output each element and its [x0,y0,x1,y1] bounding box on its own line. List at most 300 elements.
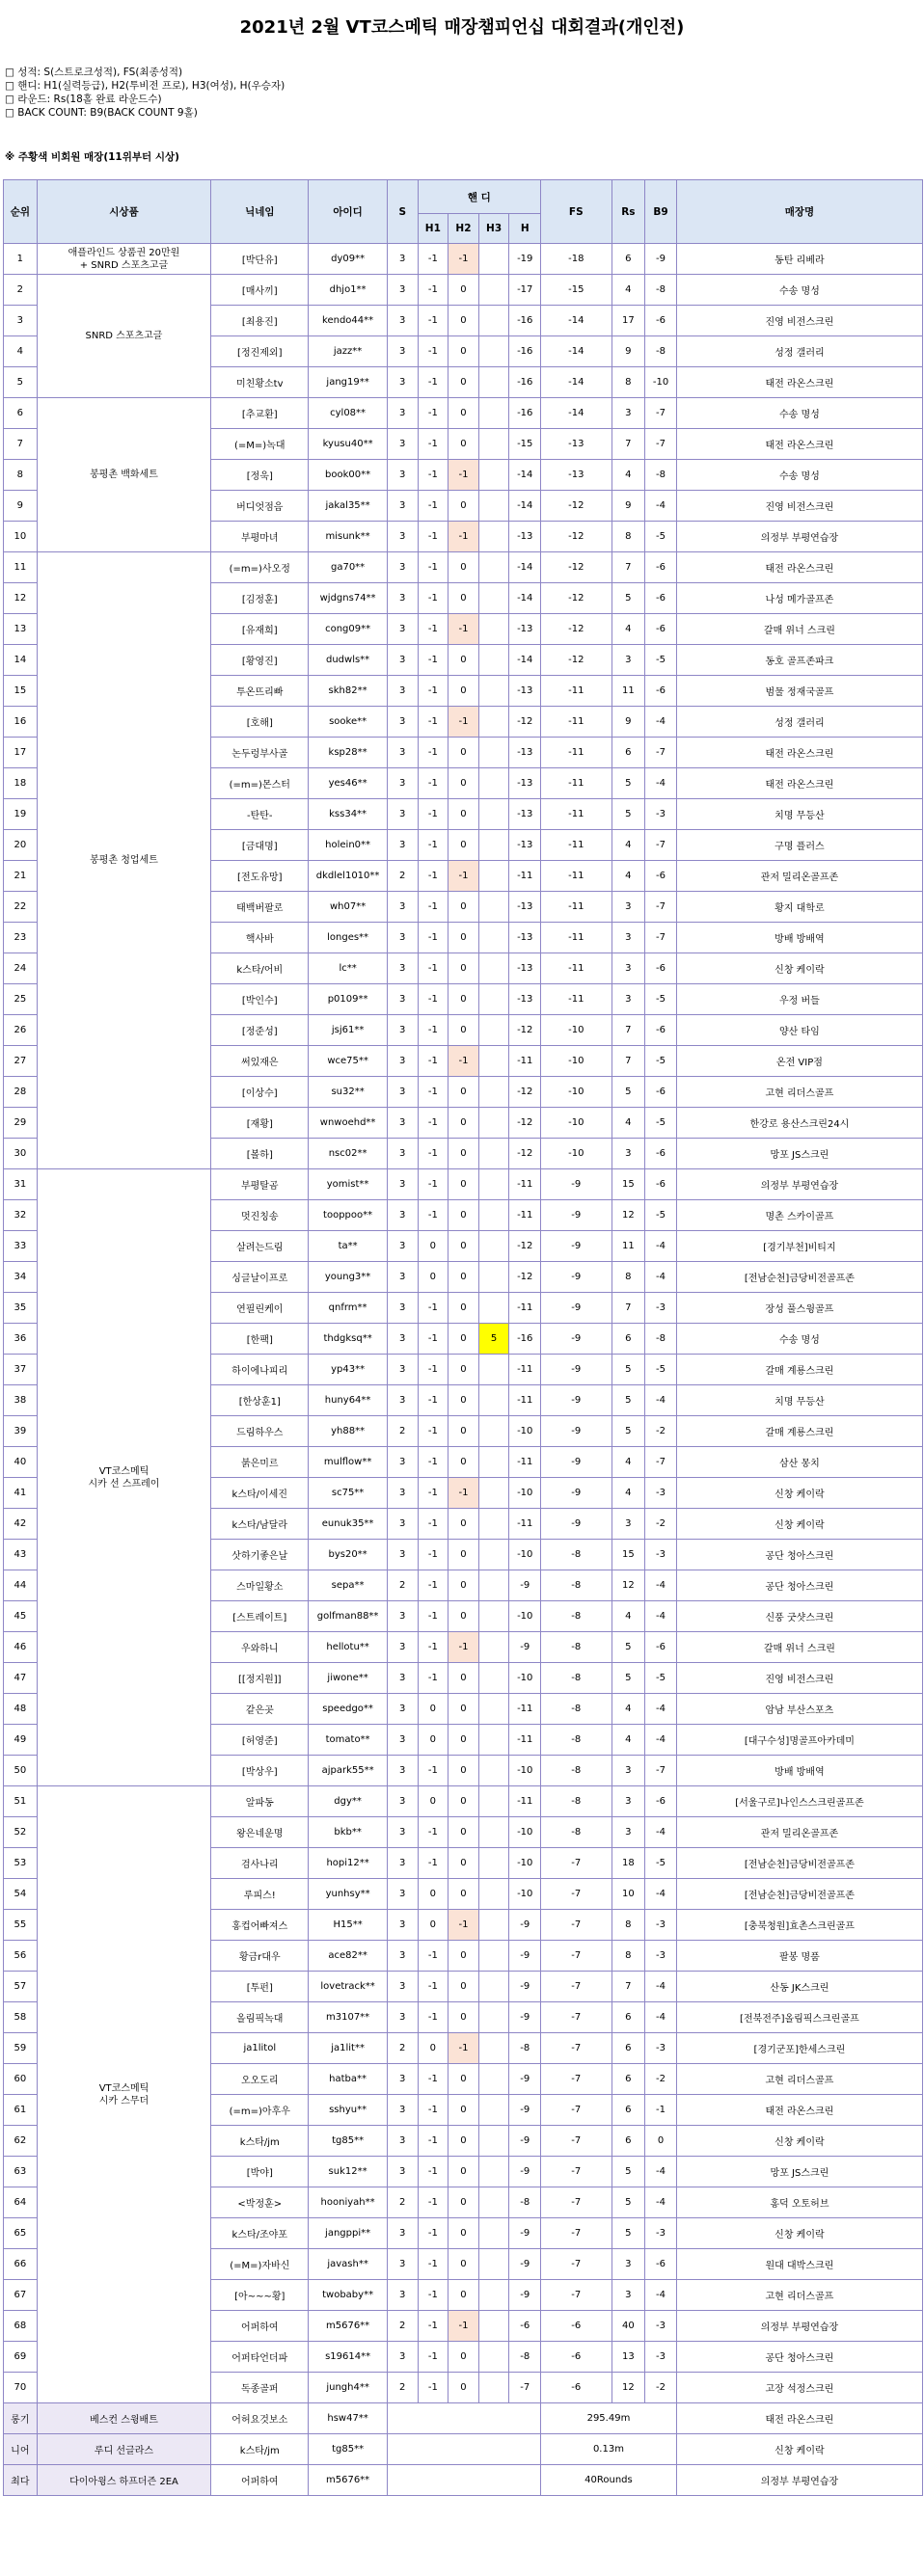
rank-cell: 43 [4,1540,38,1570]
rs-cell: 6 [611,2002,645,2033]
store-cell: 동호 골프존파크 [676,645,922,676]
rs-cell: 4 [611,275,645,306]
fs-cell: -12 [541,645,611,676]
rank-cell: 5 [4,367,38,398]
rs-cell: 11 [611,1231,645,1262]
id-cell: hatba** [309,2064,388,2095]
rs-cell: 5 [611,1385,645,1416]
h-cell: -11 [509,1694,541,1725]
h-cell: -12 [509,1077,541,1108]
rs-cell: 10 [611,1879,645,1910]
s-cell: 3 [387,1169,418,1200]
s-cell: 3 [387,2218,418,2249]
rs-cell: 4 [611,1108,645,1139]
s-cell: 3 [387,1046,418,1077]
store-cell: 공단 청아스크린 [676,1570,922,1601]
h-cell: -11 [509,1169,541,1200]
fs-cell: -14 [541,306,611,336]
store-cell: 의정부 부평연습장 [676,2311,922,2342]
rs-cell: 7 [611,1015,645,1046]
store-cell: 공단 청아스크린 [676,1540,922,1570]
s-cell: 3 [387,460,418,491]
rank-cell: 67 [4,2280,38,2311]
h3-cell [478,306,509,336]
h1-cell: -1 [418,306,448,336]
h-cell: -10 [509,1540,541,1570]
h1-cell: -1 [418,1015,448,1046]
h-cell: -19 [509,244,541,275]
h-cell: -10 [509,1879,541,1910]
nickname-cell: k스타/조야포 [211,2218,309,2249]
store-cell: 성정 갤러리 [676,336,922,367]
header-h3: H3 [478,214,509,244]
b9-cell: -4 [645,2280,677,2311]
h1-cell: 0 [418,1879,448,1910]
h-cell: -11 [509,1355,541,1385]
nickname-cell: 삿하기좋은날 [211,1540,309,1570]
rs-cell: 12 [611,1570,645,1601]
b9-cell: -8 [645,460,677,491]
h1-cell: -1 [418,2157,448,2187]
s-cell: 3 [387,1601,418,1632]
store-cell: 신창 케이락 [676,953,922,984]
s-cell: 3 [387,768,418,799]
rs-cell: 4 [611,1725,645,1756]
h3-cell [478,1416,509,1447]
special-award-row [4,2434,923,2465]
nickname-cell: [정진제외] [211,336,309,367]
nickname-cell: 홍컵어빠져스 [211,1910,309,1941]
b9-cell: -4 [645,1972,677,2002]
h3-cell [478,799,509,830]
nickname-cell: ja1litol [211,2033,309,2064]
nickname-cell: [정준성] [211,1015,309,1046]
nickname-cell: [호해] [211,707,309,738]
store-cell: 고현 리더스골프 [676,1077,922,1108]
h2-cell: -1 [448,244,479,275]
rank-cell: 61 [4,2095,38,2126]
h3-cell [478,1756,509,1786]
id-cell: sc75** [309,1478,388,1509]
rs-cell: 3 [611,953,645,984]
s-cell: 2 [387,2033,418,2064]
rs-cell: 5 [611,1355,645,1385]
h-cell: -9 [509,2249,541,2280]
id-cell: yomist** [309,1169,388,1200]
b9-cell: -3 [645,1910,677,1941]
fs-cell: -11 [541,707,611,738]
id-cell: twobaby** [309,2280,388,2311]
nickname-cell: 살려는드림 [211,1231,309,1262]
h3-cell [478,830,509,861]
h1-cell: -1 [418,1570,448,1601]
rank-cell: 66 [4,2249,38,2280]
id-cell: jang19** [309,367,388,398]
fs-cell: -10 [541,1046,611,1077]
rs-cell: 40 [611,2311,645,2342]
rs-cell: 6 [611,2126,645,2157]
h2-cell: 0 [448,830,479,861]
rs-cell: 4 [611,1447,645,1478]
fs-cell: -11 [541,738,611,768]
s-cell: 3 [387,522,418,552]
h1-cell: -1 [418,2342,448,2373]
id-cell: hopi12** [309,1848,388,1879]
nickname-cell: k스타/어비 [211,953,309,984]
store-cell: 진영 비전스크린 [676,1663,922,1694]
h3-cell [478,1725,509,1756]
b9-cell: -7 [645,892,677,923]
b9-cell: -6 [645,2249,677,2280]
id-cell: longes** [309,923,388,953]
store-cell: 고현 리더스골프 [676,2064,922,2095]
h2-cell: 0 [448,1941,479,1972]
nickname-cell: [추교환] [211,398,309,429]
nickname-cell: [한팩] [211,1324,309,1355]
h3-cell [478,923,509,953]
h3-cell [478,2033,509,2064]
rs-cell: 7 [611,1046,645,1077]
fs-cell: -7 [541,2187,611,2218]
rs-cell: 4 [611,460,645,491]
h1-cell: 0 [418,1725,448,1756]
award-nickname-cell: k스타/jm [211,2434,309,2465]
h3-cell [478,614,509,645]
fs-cell: -10 [541,1015,611,1046]
id-cell: lovetrack** [309,1972,388,2002]
store-cell: [대구수성]명골프아카데미 [676,1725,922,1756]
h-cell: -6 [509,2311,541,2342]
s-cell: 3 [387,552,418,583]
rs-cell: 8 [611,1941,645,1972]
h1-cell: -1 [418,1972,448,2002]
b9-cell: -6 [645,861,677,892]
h2-cell: -1 [448,707,479,738]
h-cell: -10 [509,1848,541,1879]
b9-cell: -2 [645,2373,677,2403]
id-cell: m3107** [309,2002,388,2033]
h3-cell [478,2187,509,2218]
h-cell: -12 [509,1262,541,1293]
nickname-cell: 우와하니 [211,1632,309,1663]
id-cell: jiwone** [309,1663,388,1694]
rs-cell: 4 [611,1601,645,1632]
rank-cell: 46 [4,1632,38,1663]
rs-cell: 7 [611,1972,645,2002]
notes-block [5,66,285,120]
h2-cell: 0 [448,2064,479,2095]
h3-cell [478,2218,509,2249]
nickname-cell: [금대명] [211,830,309,861]
rank-cell: 58 [4,2002,38,2033]
h1-cell: 0 [418,1910,448,1941]
h3-cell [478,244,509,275]
s-cell: 3 [387,1509,418,1540]
h-cell: -9 [509,2002,541,2033]
h-cell: -8 [509,2342,541,2373]
rs-cell: 8 [611,1910,645,1941]
rs-cell: 5 [611,1416,645,1447]
award-label-cell: 최다 [4,2465,38,2496]
b9-cell: -10 [645,367,677,398]
nickname-cell: 어퍼하여 [211,2311,309,2342]
h2-cell: 0 [448,1293,479,1324]
rs-cell: 5 [611,583,645,614]
h-cell: -13 [509,892,541,923]
store-cell: 범물 정재국골프 [676,676,922,707]
rank-cell: 64 [4,2187,38,2218]
h-cell: -12 [509,707,541,738]
rank-cell: 48 [4,1694,38,1725]
id-cell: dudwls** [309,645,388,676]
store-cell: 구명 플러스 [676,830,922,861]
id-cell: jangppi** [309,2218,388,2249]
rank-cell: 27 [4,1046,38,1077]
rank-cell: 62 [4,2126,38,2157]
b9-cell: -5 [645,522,677,552]
special-award-row [4,2465,923,2496]
b9-cell: -8 [645,275,677,306]
h2-cell: 0 [448,336,479,367]
h2-cell: 0 [448,953,479,984]
rs-cell: 9 [611,336,645,367]
note-line: □ 라운드: Rs(18홀 완료 라운드수) [5,94,162,105]
note-nonmember: ※ 주황색 비회원 매장(11위부터 시상) [5,151,179,163]
h-cell: -16 [509,306,541,336]
h2-cell: 0 [448,2002,479,2033]
store-cell: 관저 밀리온골프존 [676,861,922,892]
rs-cell: 4 [611,861,645,892]
h1-cell: 0 [418,1262,448,1293]
h2-cell: 0 [448,1663,479,1694]
s-cell: 3 [387,1786,418,1817]
fs-cell: -7 [541,2002,611,2033]
id-cell: kendo44** [309,306,388,336]
h2-cell: -1 [448,2033,479,2064]
b9-cell: -7 [645,830,677,861]
rs-cell: 4 [611,1478,645,1509]
h1-cell: -1 [418,1478,448,1509]
id-cell: kyusu40** [309,429,388,460]
fs-cell: -7 [541,2033,611,2064]
id-cell: p0109** [309,984,388,1015]
h1-cell: -1 [418,1509,448,1540]
h3-cell [478,1200,509,1231]
h1-cell: -1 [418,923,448,953]
b9-cell: -6 [645,583,677,614]
note-line: □ 핸디: H1(실력등급), H2(투비전 프로), H3(여성), H(우승자) [5,80,285,92]
award-id-cell: hsw47** [309,2403,388,2434]
prize-cell: 애플라인드 상품권 20만원 + SNRD 스포츠고글 [37,244,211,275]
h3-cell [478,1108,509,1139]
fs-cell: -9 [541,1293,611,1324]
id-cell: mulflow** [309,1447,388,1478]
nickname-cell: (=m=)아후우 [211,2095,309,2126]
h1-cell: -1 [418,583,448,614]
h3-cell [478,398,509,429]
b9-cell: -2 [645,2064,677,2095]
award-store-cell: 신창 케이락 [676,2434,922,2465]
store-cell: [전남순천]금당비전골프존 [676,1848,922,1879]
s-cell: 3 [387,2280,418,2311]
id-cell: tg85** [309,2126,388,2157]
fs-cell: -10 [541,1139,611,1169]
rs-cell: 5 [611,799,645,830]
nickname-cell: [박인수] [211,984,309,1015]
h2-cell: 0 [448,2126,479,2157]
h-cell: -13 [509,768,541,799]
nickname-cell: [이상수] [211,1077,309,1108]
h3-cell [478,275,509,306]
h3-cell [478,1540,509,1570]
h-cell: -9 [509,2064,541,2095]
header-rank: 순위 [4,180,38,244]
id-cell: dkdlel1010** [309,861,388,892]
h-cell: -11 [509,1725,541,1756]
h2-cell: -1 [448,861,479,892]
rank-cell: 25 [4,984,38,1015]
h1-cell: -1 [418,953,448,984]
store-cell: 치명 무등산 [676,1385,922,1416]
h2-cell: 0 [448,2157,479,2187]
rs-cell: 5 [611,1663,645,1694]
s-cell: 3 [387,275,418,306]
h-cell: -12 [509,1108,541,1139]
nickname-cell: 루피스! [211,1879,309,1910]
nickname-cell: [황영진] [211,645,309,676]
nickname-cell: [볼하] [211,1139,309,1169]
rank-cell: 4 [4,336,38,367]
fs-cell: -8 [541,1570,611,1601]
rank-cell: 20 [4,830,38,861]
fs-cell: -12 [541,583,611,614]
b9-cell: -6 [645,1077,677,1108]
h2-cell: 0 [448,1416,479,1447]
h2-cell: 0 [448,1509,479,1540]
s-cell: 3 [387,1015,418,1046]
h2-cell: 0 [448,923,479,953]
s-cell: 3 [387,1447,418,1478]
rank-cell: 18 [4,768,38,799]
b9-cell: -4 [645,2157,677,2187]
id-cell: ace82** [309,1941,388,1972]
fs-cell: -12 [541,614,611,645]
h1-cell: -1 [418,1077,448,1108]
rank-cell: 40 [4,1447,38,1478]
rank-cell: 60 [4,2064,38,2095]
award-prize-cell: 다이아윙스 하프더즌 2EA [37,2465,211,2496]
award-label-cell: 니어 [4,2434,38,2465]
h3-cell [478,738,509,768]
prize-cell: 봉평촌 백화세트 [37,398,211,552]
h2-cell: 0 [448,1817,479,1848]
h3-cell [478,1941,509,1972]
h1-cell: -1 [418,799,448,830]
h2-cell: 0 [448,676,479,707]
h-cell: -10 [509,1756,541,1786]
fs-cell: -7 [541,2249,611,2280]
rank-cell: 51 [4,1786,38,1817]
rank-cell: 65 [4,2218,38,2249]
rs-cell: 5 [611,1632,645,1663]
store-cell: 성정 갤러리 [676,707,922,738]
h1-cell: -1 [418,2002,448,2033]
h1-cell: -1 [418,460,448,491]
rs-cell: 6 [611,738,645,768]
h3-cell [478,2095,509,2126]
id-cell: sshyu** [309,2095,388,2126]
fs-cell: -8 [541,1540,611,1570]
id-cell: yp43** [309,1355,388,1385]
h3-cell [478,1848,509,1879]
h2-cell: -1 [448,1910,479,1941]
h-cell: -12 [509,1231,541,1262]
header-handicap: 핸 디 [418,180,541,214]
rs-cell: 15 [611,1540,645,1570]
b9-cell: -7 [645,429,677,460]
id-cell: wh07** [309,892,388,923]
nickname-cell: <박정훈> [211,2187,309,2218]
b9-cell: -4 [645,1601,677,1632]
s-cell: 2 [387,861,418,892]
h-cell: -11 [509,1509,541,1540]
b9-cell: -3 [645,1540,677,1570]
header-rs: Rs [611,180,645,244]
id-cell: dgy** [309,1786,388,1817]
nickname-cell: 독종골퍼 [211,2373,309,2403]
rank-cell: 68 [4,2311,38,2342]
s-cell: 3 [387,1848,418,1879]
note-line: □ 성적: S(스트로크성적), FS(최종성적) [5,67,183,78]
id-cell: golfman88** [309,1601,388,1632]
id-cell: sepa** [309,1570,388,1601]
store-cell: 암남 부산스포츠 [676,1694,922,1725]
store-cell: 신풍 굿샷스크린 [676,1601,922,1632]
h-cell: -8 [509,2033,541,2064]
b9-cell: -4 [645,1570,677,1601]
fs-cell: -7 [541,2095,611,2126]
h3-cell [478,2373,509,2403]
nickname-cell: [스트레이트] [211,1601,309,1632]
h3-cell [478,1570,509,1601]
h-cell: -9 [509,2095,541,2126]
h-cell: -16 [509,367,541,398]
fs-cell: -8 [541,1786,611,1817]
h2-cell: 0 [448,2342,479,2373]
nickname-cell: [유재희] [211,614,309,645]
rs-cell: 4 [611,830,645,861]
h2-cell: 0 [448,398,479,429]
fs-cell: -9 [541,1509,611,1540]
s-cell: 3 [387,429,418,460]
h-cell: -12 [509,1139,541,1169]
b9-cell: -7 [645,398,677,429]
s-cell: 3 [387,244,418,275]
h3-cell [478,768,509,799]
rs-cell: 5 [611,2157,645,2187]
id-cell: young3** [309,1262,388,1293]
rank-cell: 2 [4,275,38,306]
rs-cell: 3 [611,1817,645,1848]
b9-cell: -4 [645,1879,677,1910]
s-cell: 3 [387,676,418,707]
h2-cell: 0 [448,2187,479,2218]
rs-cell: 5 [611,2218,645,2249]
fs-cell: -14 [541,336,611,367]
b9-cell: -4 [645,491,677,522]
fs-cell: -7 [541,2157,611,2187]
h1-cell: -1 [418,1108,448,1139]
